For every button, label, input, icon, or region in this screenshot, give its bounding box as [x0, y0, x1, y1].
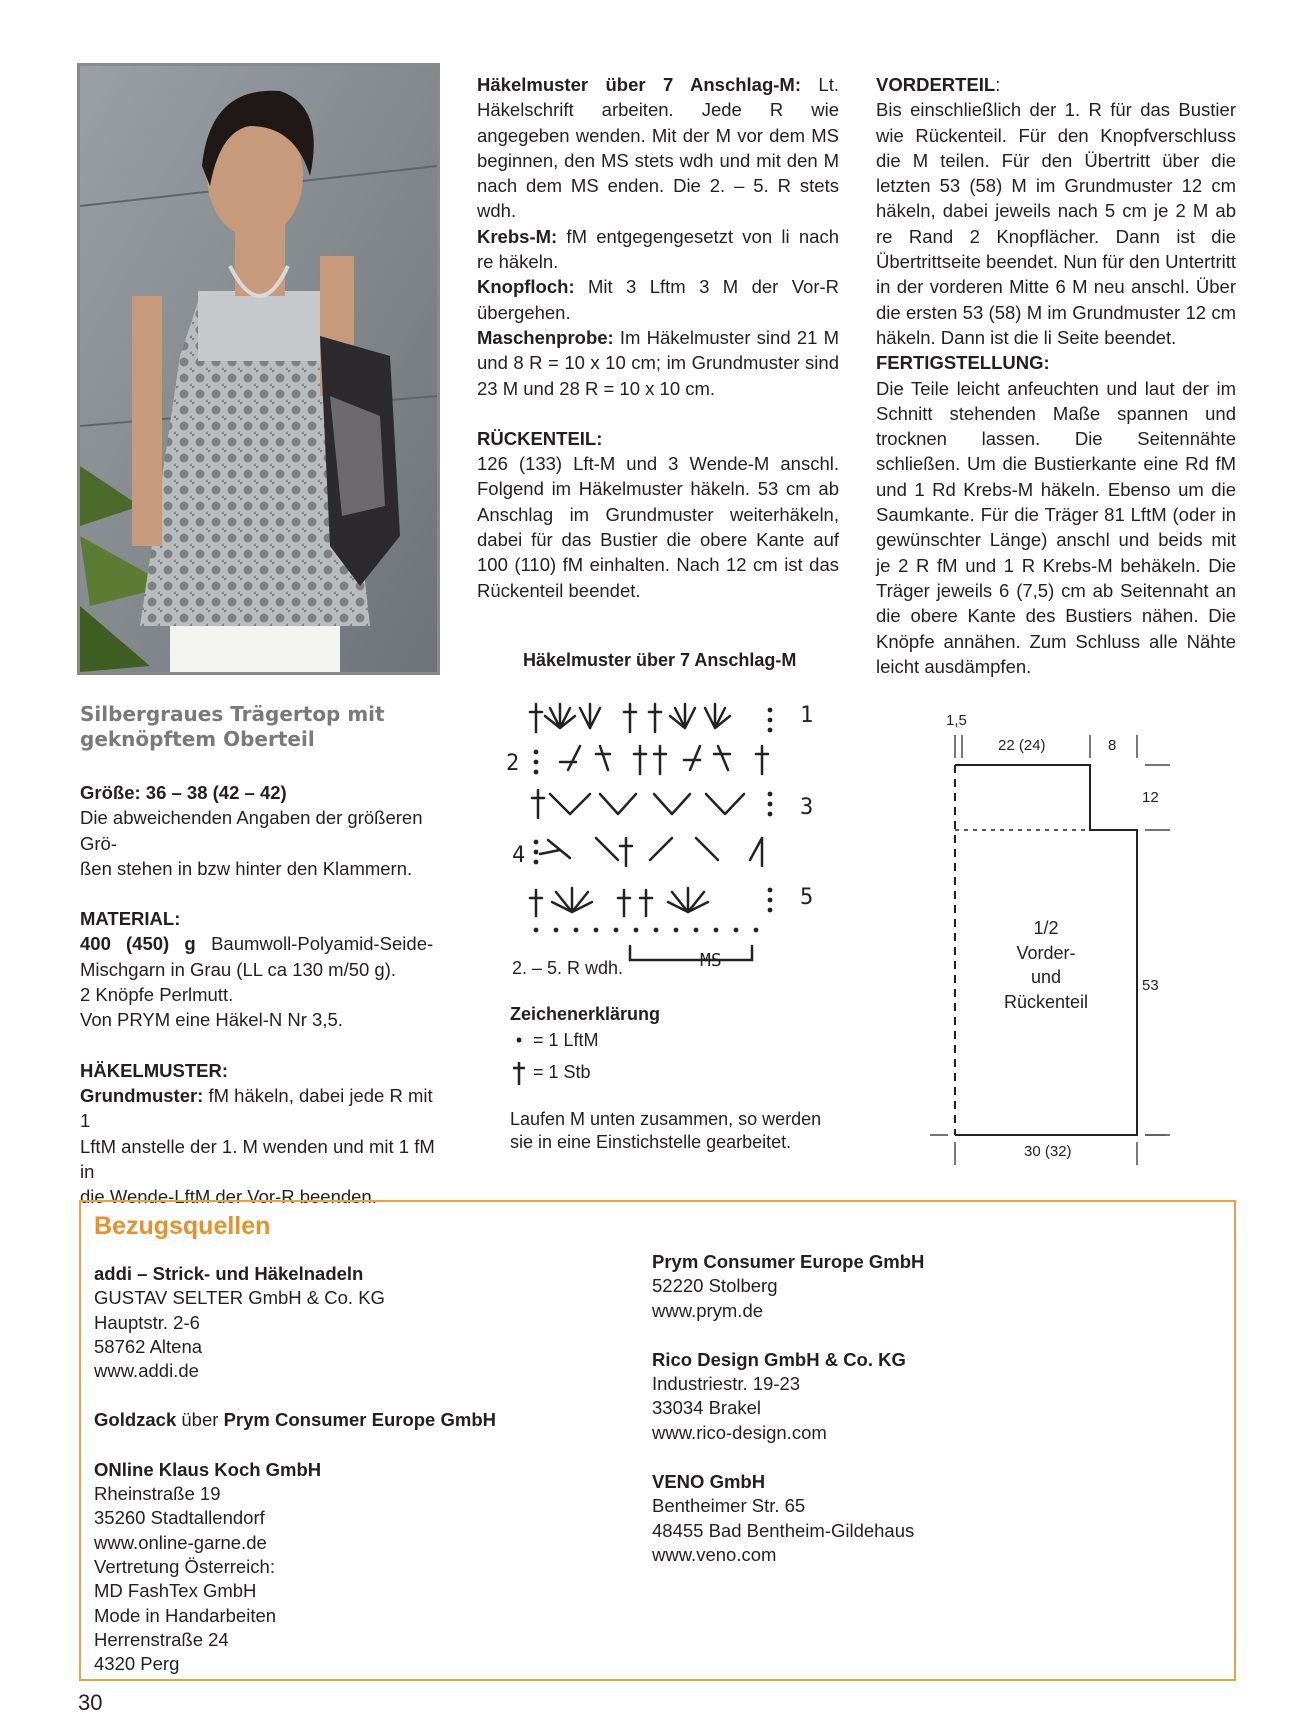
- rico-link[interactable]: www.rico-design.com: [652, 1421, 827, 1443]
- hm-label: Häkelmuster über 7 Anschlag-M:: [477, 74, 801, 95]
- legend-lftm-row: [510, 1030, 599, 1051]
- stitch-fan: [552, 888, 592, 912]
- stitch-fan: [580, 704, 600, 728]
- addi-line: Hauptstr. 2-6: [94, 1311, 200, 1333]
- stitch-stb: [640, 890, 652, 916]
- stitch-stb: [634, 746, 646, 774]
- hm-text: Lt. Häkelschrift arbeiten. Jede R wie angegeben wenden. Mit der M vor dem MS beginnen, den MS stets wdh und mit den M nach dem MS enden. Die 2. – 5. R stets wdh.: [477, 74, 839, 222]
- vorderteil-colon: :: [995, 74, 1001, 95]
- rico-line: Industriestr. 19-23: [652, 1373, 801, 1395]
- stitch-fan: [705, 704, 730, 728]
- knopfloch-label: Knopfloch:: [477, 276, 575, 298]
- goldzack-name: Goldzack: [94, 1409, 177, 1431]
- material-amount: 400 (450) g: [80, 933, 196, 955]
- stitch-v: [654, 794, 690, 814]
- legend-stb-row: [510, 1060, 591, 1086]
- maschenprobe-label: Maschenprobe:: [477, 326, 614, 348]
- online-line: Vertretung Österreich:: [94, 1555, 275, 1577]
- knopfloch-text: Mit 3 Lftm 3 M der Vor-R übergehen.: [477, 276, 839, 323]
- sources-right: [652, 1250, 1152, 1567]
- stitch-stb: [750, 838, 762, 866]
- krebs-text: fM entgegengesetzt von li nach re häkeln.: [477, 225, 839, 273]
- grundmuster-text-1: fM häkeln, dabei jede R mit 1: [80, 1084, 433, 1132]
- row-label-5: 1: [800, 703, 814, 728]
- sources-left: [94, 1262, 594, 1676]
- vorderteil-label: VORDERTEIL: [876, 74, 996, 95]
- stitch-stb: [532, 790, 544, 818]
- ms-bracket: [630, 946, 752, 960]
- schematic-label-2: Vorder-: [1016, 943, 1076, 963]
- page-number: 30: [78, 1690, 103, 1715]
- prym-name: Prym Consumer Europe GmbH: [652, 1251, 925, 1272]
- addi-line: 58762 Altena: [94, 1335, 203, 1357]
- haekelmuster-label: HÄKELMUSTER:: [80, 1059, 228, 1081]
- online-line: 35260 Stadtallendorf: [94, 1507, 265, 1529]
- chart-title: Häkelmuster über 7 Anschlag-M: [523, 650, 797, 670]
- rueckenteil-text: 126 (133) Lft-M und 3 Wende-M anschl. Folgend im Häkelmuster häkeln. 53 cm ab Anschlag im Grundmuster weiterhäkeln, dabei für das Bustier die obere Kante auf 100 (110) fM einhalten. Nach 12 cm ist das Rückenteil beendet.: [477, 453, 839, 601]
- legend-stb-icon: [510, 1060, 528, 1086]
- dim-12: 12: [1142, 789, 1159, 806]
- middle-column: [477, 72, 839, 603]
- stitch-stb: [618, 890, 630, 916]
- fertigstellung-label: FERTIGSTELLUNG:: [876, 352, 1050, 374]
- stitch-v: [550, 794, 590, 814]
- crochet-chart: [500, 690, 830, 990]
- veno-line: 48455 Bad Bentheim-Gildehaus: [652, 1519, 915, 1541]
- schematic-label-3: und: [1030, 967, 1062, 987]
- dim-8: 8: [1108, 737, 1117, 754]
- size-schematic: [920, 700, 1180, 1180]
- schematic-label-4: Rückenteil: [1003, 992, 1089, 1012]
- stitch-fan: [670, 704, 695, 728]
- stitch-diag: [696, 838, 718, 860]
- dim-1-5: 1,5: [946, 712, 967, 729]
- legend-dot-icon: •: [515, 1030, 523, 1050]
- rico-line: 33034 Brakel: [652, 1397, 762, 1419]
- material-text-2: Mischgarn in Grau (LL ca 130 m/50 g).: [80, 958, 397, 980]
- material-label: MATERIAL:: [80, 908, 181, 930]
- grundmuster-label: Grundmuster:: [80, 1084, 204, 1106]
- goldzack-via: Prym Consumer Europe GmbH: [223, 1409, 496, 1431]
- grundmuster-text-3: die Wende-LftM der Vor-R beenden.: [80, 1186, 377, 1208]
- pattern-title-line2: geknöpftem Oberteil: [80, 727, 315, 751]
- online-line: 4320 Perg: [94, 1653, 180, 1675]
- online-line: Herrenstraße 24: [94, 1628, 229, 1650]
- stitch-v: [706, 794, 744, 814]
- addi-name: addi – Strick- und Häkelnadeln: [94, 1263, 364, 1284]
- stitch-stb: [596, 746, 610, 770]
- schematic-label-1: 1/2: [1033, 918, 1059, 938]
- goldzack-mid: über: [176, 1409, 224, 1431]
- stitch-stb: [530, 890, 542, 916]
- online-line: Rheinstraße 19: [94, 1483, 221, 1505]
- prym-link[interactable]: www.prym.de: [652, 1299, 764, 1321]
- row-label-1: 5: [800, 885, 814, 910]
- ms-label: MS: [700, 950, 722, 971]
- row-label-3: 3: [800, 795, 814, 820]
- row-label-2: 4: [512, 843, 526, 868]
- size-label: Größe: 36 – 38 (42 – 42): [80, 782, 287, 803]
- material-text-4: Von PRYM eine Häkel-N Nr 3,5.: [80, 1009, 343, 1031]
- pattern-title: [80, 702, 430, 752]
- rico-name: Rico Design GmbH & Co. KG: [652, 1348, 906, 1370]
- veno-link[interactable]: www.veno.com: [652, 1543, 777, 1565]
- grundmuster-text-2: LftM anstelle der 1. M wenden und mit 1 fM in: [80, 1135, 435, 1182]
- legend-title: Zeichenerklärung: [510, 1004, 661, 1024]
- stitch-diag: [596, 838, 618, 860]
- stitch-stb: [714, 746, 730, 770]
- stitch-diag: [540, 840, 570, 858]
- veno-line: Bentheimer Str. 65: [652, 1495, 806, 1517]
- vorderteil-text: Bis einschließlich der 1. R für das Bustier wie Rückenteil. Für den Knopfverschluss die M teilen. Für den Übertritt über die letzten 53 (58) M im Grundmuster 12 cm häkeln, dabei jeweils nach 5 cm je 2 M ab re Rand 2 Knopflächer. Dann ist die Übertrittseite beendet. Nun für den Untertritt in der vorderen Mitte 6 M neu anschl. Über die ersten 53 (58) M im Grundmuster 12 cm häkeln. Dann ist die li Seite beendet.: [876, 99, 1236, 348]
- material-text-1: Baumwoll-Polyamid-Seide-: [211, 933, 434, 955]
- addi-link[interactable]: www.addi.de: [94, 1360, 199, 1382]
- repeat-note: 2. – 5. R wdh.: [512, 958, 624, 978]
- stitch-stb: [684, 746, 700, 770]
- legend-lftm: = 1 LftM: [533, 1030, 599, 1050]
- material-text-3: 2 Knöpfe Perlmutt.: [80, 984, 234, 1006]
- left-column: [80, 780, 440, 1209]
- size-text-1: Die abweichenden Angaben der größeren Grö-: [80, 807, 423, 854]
- addi-line: GUSTAV SELTER GmbH & Co. KG: [94, 1287, 385, 1309]
- row-label-4: 2: [506, 751, 520, 776]
- online-name: ONline Klaus Koch GmbH: [94, 1458, 322, 1480]
- stitch-fan: [668, 888, 708, 912]
- legend-stb: = 1 Stb: [533, 1061, 591, 1082]
- veno-name: VENO GmbH: [652, 1471, 766, 1493]
- maschenprobe-text: Im Häkelmuster sind 21 M und 8 R = 10 x 10 cm; im Grundmuster sind 23 M und 28 R = 10 x 10 cm.: [477, 326, 839, 399]
- stitch-stb: [654, 746, 666, 774]
- sources-heading: Bezugsquellen: [94, 1212, 271, 1240]
- stitch-stb: [649, 704, 661, 732]
- prym-line: 52220 Stolberg: [652, 1275, 778, 1297]
- fertigstellung-text: Die Teile leicht anfeuchten und laut der im Schnitt stehenden Maße spannen und trocknen lassen. Die Seitennähte schließen. Um die Bustierkante eine Rd fM und 1 Rd Krebs-M häkeln. Ebenso um die Saumkante. Für die Träger 81 LftM (oder in gewünschter Länge) anschl und beids mit je 2 R fM und 1 R Krebs-M behäkeln. Die Träger jeweils 6 (7,5) cm ab Seitennaht an die obere Kante des Bustiers nähen. Die Knöpfe annähen. Zum Schluss alle Nähte leicht ausdämpfen.: [876, 377, 1236, 677]
- krebs-label: Krebs-M:: [477, 225, 558, 247]
- stitch-stb: [756, 746, 768, 774]
- chart-note-2: sie in eine Einstichstelle gearbeitet.: [510, 1132, 792, 1152]
- online-line: Mode in Handarbeiten: [94, 1604, 277, 1626]
- stitch-stb: [624, 704, 636, 732]
- stitch-diag: [650, 838, 672, 860]
- dim-30: 30 (32): [1024, 1143, 1072, 1160]
- chart-note: [510, 1108, 821, 1154]
- stitch-stb: [560, 746, 580, 770]
- stitch-stb: [620, 838, 632, 866]
- right-column: [876, 72, 1236, 679]
- pattern-title-line1: Silbergraues Trägertop mit: [80, 702, 385, 726]
- chart-note-1: Laufen M unten zusammen, so werden: [510, 1109, 822, 1129]
- dim-22: 22 (24): [998, 737, 1046, 754]
- size-text-2: ßen stehen in bzw hinter den Klammern.: [80, 857, 413, 879]
- rueckenteil-label: RÜCKENTEIL:: [477, 427, 603, 449]
- online-line: MD FashTex GmbH: [94, 1580, 257, 1602]
- stitch-fan: [545, 704, 575, 728]
- stitch-stb: [530, 704, 542, 732]
- stitch-v: [600, 794, 636, 814]
- model-photo: [77, 63, 440, 675]
- dim-53: 53: [1142, 977, 1159, 994]
- photo-illustration: [80, 66, 437, 672]
- online-link[interactable]: www.online-garne.de: [94, 1531, 267, 1553]
